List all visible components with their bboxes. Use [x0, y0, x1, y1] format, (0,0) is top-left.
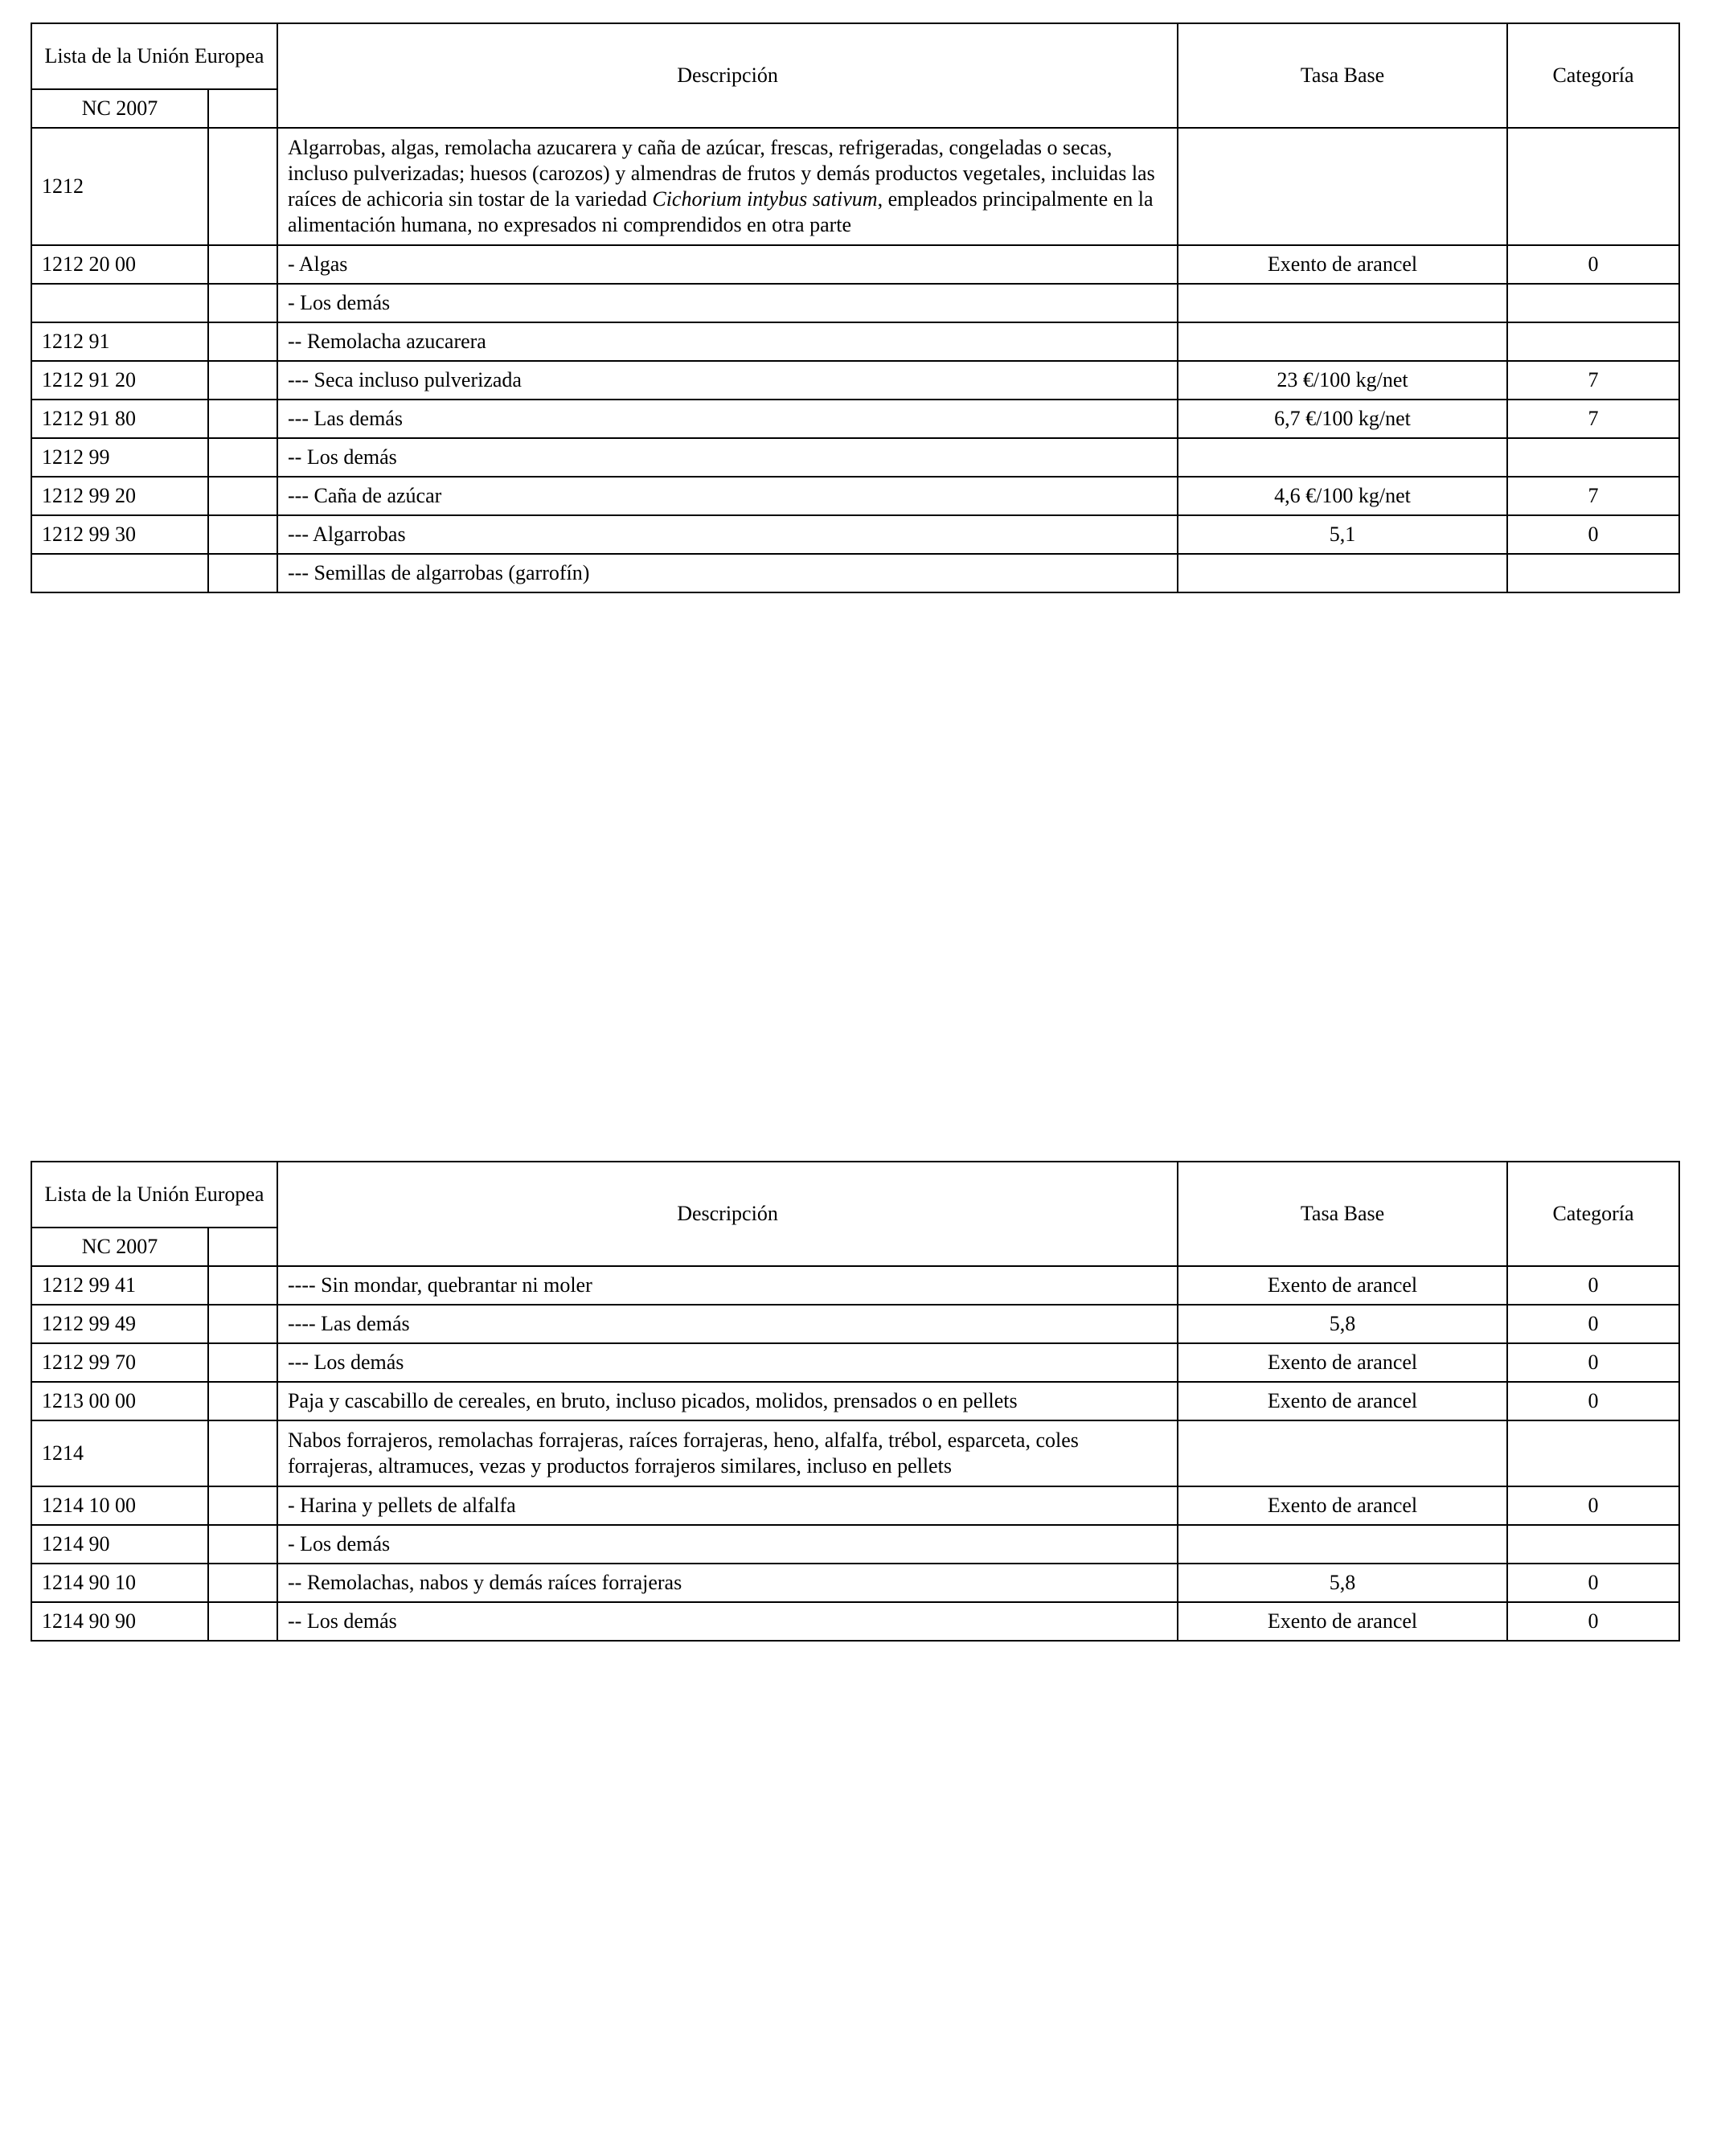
rate-cell: 4,6 €/100 kg/net — [1178, 477, 1507, 515]
blank-cell — [208, 128, 277, 245]
description-cell: --- Algarrobas — [277, 515, 1178, 554]
code-cell: 1212 20 00 — [31, 245, 208, 284]
rate-cell — [1178, 1525, 1507, 1564]
category-cell: 0 — [1507, 1564, 1679, 1602]
rate-cell — [1178, 438, 1507, 477]
rate-cell: Exento de arancel — [1178, 1382, 1507, 1420]
table-row — [31, 477, 1679, 515]
description-cell: -- Remolachas, nabos y demás raíces forrajeras — [277, 1564, 1178, 1602]
code-cell: 1212 91 — [31, 322, 208, 361]
description-cell: Paja y cascabillo de cereales, en bruto, incluso picados, molidos, prensados o en pellets — [277, 1382, 1178, 1420]
table-row — [31, 515, 1679, 554]
blank-cell — [208, 1266, 277, 1305]
rate-cell: Exento de arancel — [1178, 1343, 1507, 1382]
rate-cell — [1178, 284, 1507, 322]
blank-cell — [208, 245, 277, 284]
rate-cell: 6,7 €/100 kg/net — [1178, 400, 1507, 438]
header-blank-cell — [208, 1228, 277, 1266]
blank-cell — [208, 400, 277, 438]
rate-cell — [1178, 1420, 1507, 1486]
blank-cell — [208, 284, 277, 322]
rate-cell: Exento de arancel — [1178, 245, 1507, 284]
header-categoria: Categoría — [1507, 1162, 1679, 1266]
description-text: Algarrobas, algas, remolacha azucarera y caña de azúcar, frescas, refrigeradas, congeladas o secas, incluso pulverizadas; huesos (carozos) y almendras de frutos y demás productos vegetales, incluidas las raíces de achicoria sin tostar de la variedad — [288, 136, 1155, 211]
blank-cell — [208, 1343, 277, 1382]
description-cell: --- Caña de azúcar — [277, 477, 1178, 515]
table-row — [31, 361, 1679, 400]
category-cell: 7 — [1507, 477, 1679, 515]
rate-cell: 23 €/100 kg/net — [1178, 361, 1507, 400]
category-cell — [1507, 438, 1679, 477]
description-cell: -- Remolacha azucarera — [277, 322, 1178, 361]
table-row — [31, 1382, 1679, 1420]
blank-cell — [208, 554, 277, 592]
table-row — [31, 1525, 1679, 1564]
description-cell: --- Seca incluso pulverizada — [277, 361, 1178, 400]
category-cell — [1507, 284, 1679, 322]
code-cell: 1212 99 70 — [31, 1343, 208, 1382]
blank-cell — [208, 1486, 277, 1525]
category-cell — [1507, 1420, 1679, 1486]
code-cell: 1212 99 20 — [31, 477, 208, 515]
table-row — [31, 284, 1679, 322]
code-cell — [31, 284, 208, 322]
header-tasa-base: Tasa Base — [1178, 23, 1507, 128]
header-list-union-europea: Lista de la Unión Europea — [31, 1162, 277, 1228]
table-row — [31, 1420, 1679, 1486]
category-cell: 7 — [1507, 361, 1679, 400]
table-row — [31, 400, 1679, 438]
blank-cell — [208, 322, 277, 361]
description-cell — [277, 128, 1178, 245]
category-cell — [1507, 322, 1679, 361]
code-cell: 1212 — [31, 128, 208, 245]
description-cell: - Harina y pellets de alfalfa — [277, 1486, 1178, 1525]
table-row — [31, 438, 1679, 477]
description-cell: Nabos forrajeros, remolachas forrajeras, raíces forrajeras, heno, alfalfa, trébol, esparceta, coles forrajeras, altramuces, vezas y productos forrajeros similares, incluso en pellets — [277, 1420, 1178, 1486]
category-cell — [1507, 554, 1679, 592]
category-cell: 0 — [1507, 245, 1679, 284]
description-cell: - Algas — [277, 245, 1178, 284]
code-cell: 1214 90 10 — [31, 1564, 208, 1602]
rate-cell: 5,8 — [1178, 1305, 1507, 1343]
description-cell: - Los demás — [277, 284, 1178, 322]
table-header-row — [31, 23, 1679, 89]
table-header-row — [31, 1162, 1679, 1228]
description-italic-text: Cichorium intybus sativum — [652, 187, 878, 211]
blank-cell — [208, 477, 277, 515]
code-cell: 1212 99 41 — [31, 1266, 208, 1305]
rate-cell — [1178, 322, 1507, 361]
blank-cell — [208, 1420, 277, 1486]
code-cell: 1214 90 90 — [31, 1602, 208, 1641]
blank-cell — [208, 1525, 277, 1564]
code-cell: 1214 — [31, 1420, 208, 1486]
table-row — [31, 1564, 1679, 1602]
rate-cell: 5,1 — [1178, 515, 1507, 554]
rate-cell: Exento de arancel — [1178, 1486, 1507, 1525]
header-blank-cell — [208, 89, 277, 128]
category-cell: 0 — [1507, 1266, 1679, 1305]
blank-cell — [208, 515, 277, 554]
tariff-table-1 — [31, 23, 1680, 593]
blank-cell — [208, 1305, 277, 1343]
description-cell: -- Los demás — [277, 438, 1178, 477]
code-cell: 1212 99 30 — [31, 515, 208, 554]
rate-cell — [1178, 128, 1507, 245]
description-cell: --- Las demás — [277, 400, 1178, 438]
category-cell: 0 — [1507, 1602, 1679, 1641]
table-row — [31, 322, 1679, 361]
table-row — [31, 1486, 1679, 1525]
header-tasa-base: Tasa Base — [1178, 1162, 1507, 1266]
code-cell — [31, 554, 208, 592]
rate-cell: 5,8 — [1178, 1564, 1507, 1602]
table-row — [31, 1266, 1679, 1305]
category-cell: 0 — [1507, 515, 1679, 554]
description-cell: - Los demás — [277, 1525, 1178, 1564]
category-cell: 0 — [1507, 1343, 1679, 1382]
code-cell: 1212 91 20 — [31, 361, 208, 400]
code-cell: 1213 00 00 — [31, 1382, 208, 1420]
table-row — [31, 1343, 1679, 1382]
header-description: Descripción — [277, 23, 1178, 128]
code-cell: 1212 99 49 — [31, 1305, 208, 1343]
description-cell: -- Los demás — [277, 1602, 1178, 1641]
code-cell: 1212 99 — [31, 438, 208, 477]
code-cell: 1212 91 80 — [31, 400, 208, 438]
code-cell: 1214 10 00 — [31, 1486, 208, 1525]
category-cell: 0 — [1507, 1305, 1679, 1343]
rate-cell: Exento de arancel — [1178, 1602, 1507, 1641]
description-cell: ---- Las demás — [277, 1305, 1178, 1343]
header-nc-2007: NC 2007 — [31, 1228, 208, 1266]
category-cell: 0 — [1507, 1382, 1679, 1420]
blank-cell — [208, 1382, 277, 1420]
header-description: Descripción — [277, 1162, 1178, 1266]
table-row — [31, 554, 1679, 592]
blank-cell — [208, 1564, 277, 1602]
table-row — [31, 1305, 1679, 1343]
blank-cell — [208, 361, 277, 400]
header-nc-2007: NC 2007 — [31, 89, 208, 128]
description-cell: --- Semillas de algarrobas (garrofín) — [277, 554, 1178, 592]
header-categoria: Categoría — [1507, 23, 1679, 128]
code-cell: 1214 90 — [31, 1525, 208, 1564]
rate-cell: Exento de arancel — [1178, 1266, 1507, 1305]
category-cell: 0 — [1507, 1486, 1679, 1525]
description-cell: --- Los demás — [277, 1343, 1178, 1382]
table-row — [31, 128, 1679, 245]
blank-cell — [208, 438, 277, 477]
category-cell: 7 — [1507, 400, 1679, 438]
description-cell: ---- Sin mondar, quebrantar ni moler — [277, 1266, 1178, 1305]
tariff-table-2 — [31, 1161, 1680, 1642]
category-cell — [1507, 128, 1679, 245]
header-list-union-europea: Lista de la Unión Europea — [31, 23, 277, 89]
blank-cell — [208, 1602, 277, 1641]
table-row — [31, 245, 1679, 284]
description-text: , empleados principalmente en la alimentación humana, no expresados ni comprendidos en otra parte — [288, 187, 1154, 236]
category-cell — [1507, 1525, 1679, 1564]
table-row — [31, 1602, 1679, 1641]
rate-cell — [1178, 554, 1507, 592]
